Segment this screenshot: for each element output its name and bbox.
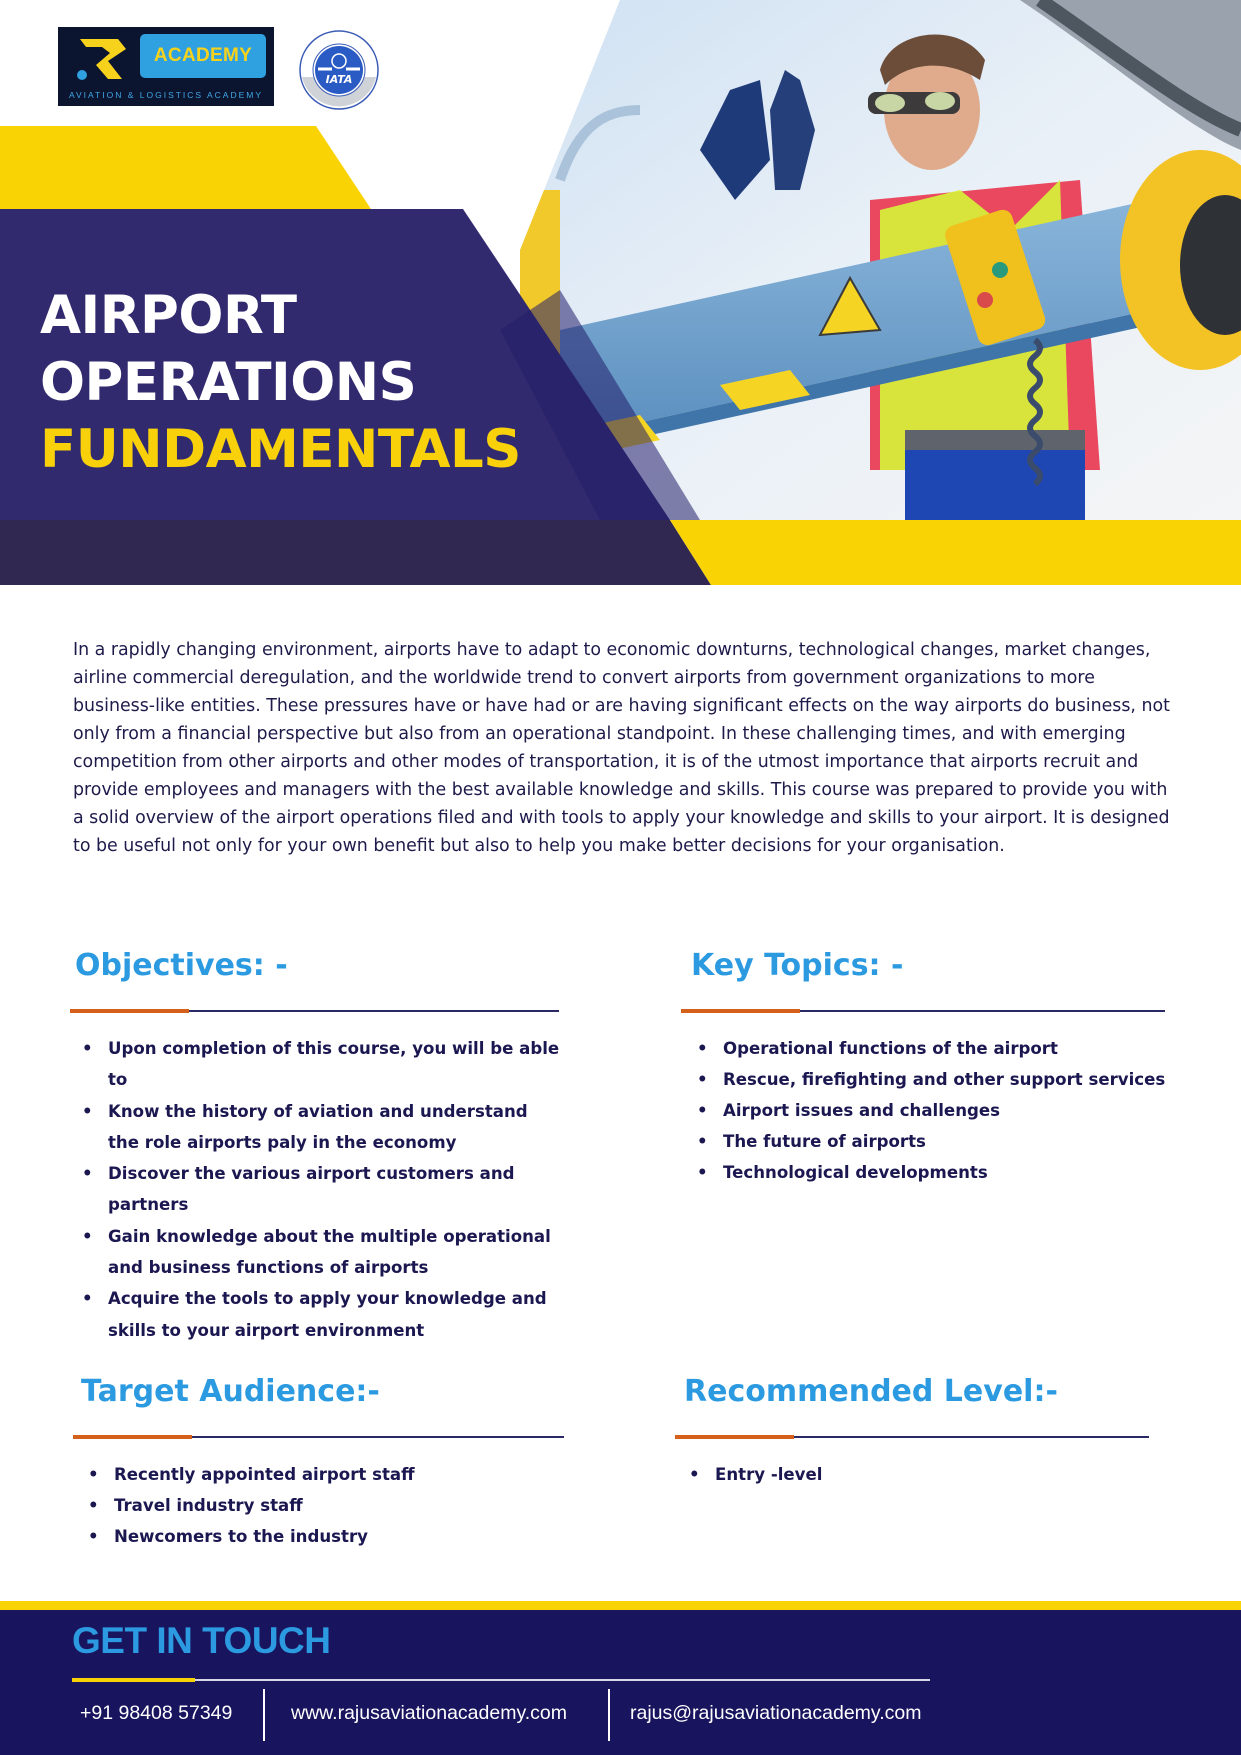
audience-item: • Newcomers to the industry [79,1521,559,1552]
level-item: • Entry -level [680,1459,1140,1490]
iata-label: IATA [325,73,353,86]
email-link[interactable]: rajus@rajusaviationacademy.com [630,1702,922,1724]
objectives-heading: Objectives: - [75,948,288,983]
contact-separator [263,1689,265,1741]
target-audience-list [79,1459,559,1552]
objectives-divider [70,1010,559,1012]
title-line-3: FUNDAMENTALS [40,419,521,480]
course-title [40,282,521,483]
title-line-1: AIRPORT [40,285,297,346]
academy-logo [58,27,274,106]
recommended-level-heading: Recommended Level:- [684,1374,1058,1409]
target-audience-divider [73,1436,564,1438]
description-paragraph-1: In a rapidly changing environment, airports have to adapt to economic downturns, technological changes, market changes, airline commercial deregulation, and the worldwide trend to convert airports from government organizations to more [73,640,1151,688]
key-topics-divider [681,1010,1165,1012]
academy-badge: ACADEMY [140,34,266,78]
audience-item: • Travel industry staff [79,1490,559,1521]
key-topic-item: • The future of airports [688,1126,1188,1157]
yellow-accent-band [0,126,371,209]
objective-item: • Acquire the tools to apply your knowledge and skills to your airport environment [73,1283,563,1346]
get-in-touch-heading: GET IN TOUCH [72,1620,331,1661]
key-topics-heading: Key Topics: - [691,948,904,983]
title-line-2: OPERATIONS [40,352,417,413]
audience-item: • Recently appointed airport staff [79,1459,559,1490]
key-topic-item: • Operational functions of the airport [688,1033,1188,1064]
yellow-band-right [670,520,1241,585]
iata-badge-icon [298,29,380,111]
objective-item: • Gain knowledge about the multiple operational and business functions of airports [73,1221,563,1284]
recommended-level-list [680,1459,1140,1490]
course-description [73,636,1173,860]
website-link[interactable]: www.rajusaviationacademy.com [291,1702,567,1724]
objective-item: • Upon completion of this course, you will be able to [73,1033,563,1096]
dark-band [0,520,711,585]
objectives-list [73,1033,563,1346]
r-logo-icon [74,35,130,83]
objective-item: • Know the history of aviation and understand the role airports paly in the economy [73,1096,563,1159]
contact-separator [608,1689,610,1741]
footer-divider [72,1679,930,1681]
description-paragraph-2: business-like entities. These pressures have or have had or are having significant effects on the way airports do business, not only from a financial perspective but also from an operational standpoint. In these challenging times, and with emerging competition from other airports and other modes of transportation, it is of the utmost importance that airports recruit and provide employees and managers with the best available knowledge and skills. This course was prepared to provide you with a solid overview of the airport operations filed and with tools to apply your knowledge and skills to your airport. It is designed to be useful not only for your own benefit but also to help you make better decisions for your organisation. [73,696,1170,856]
recommended-level-divider [675,1436,1149,1438]
footer-yellow-stripe [0,1601,1241,1610]
key-topic-item: • Airport issues and challenges [688,1095,1188,1126]
target-audience-heading: Target Audience:- [81,1374,380,1409]
key-topic-item: • Technological developments [688,1157,1188,1188]
key-topics-list [688,1033,1188,1188]
key-topic-item: • Rescue, firefighting and other support services [688,1064,1188,1095]
phone-link[interactable]: +91 98408 57349 [80,1702,233,1724]
objective-item: • Discover the various airport customers and partners [73,1158,563,1221]
academy-tagline: AVIATION & LOGISTICS ACADEMY [68,90,264,100]
